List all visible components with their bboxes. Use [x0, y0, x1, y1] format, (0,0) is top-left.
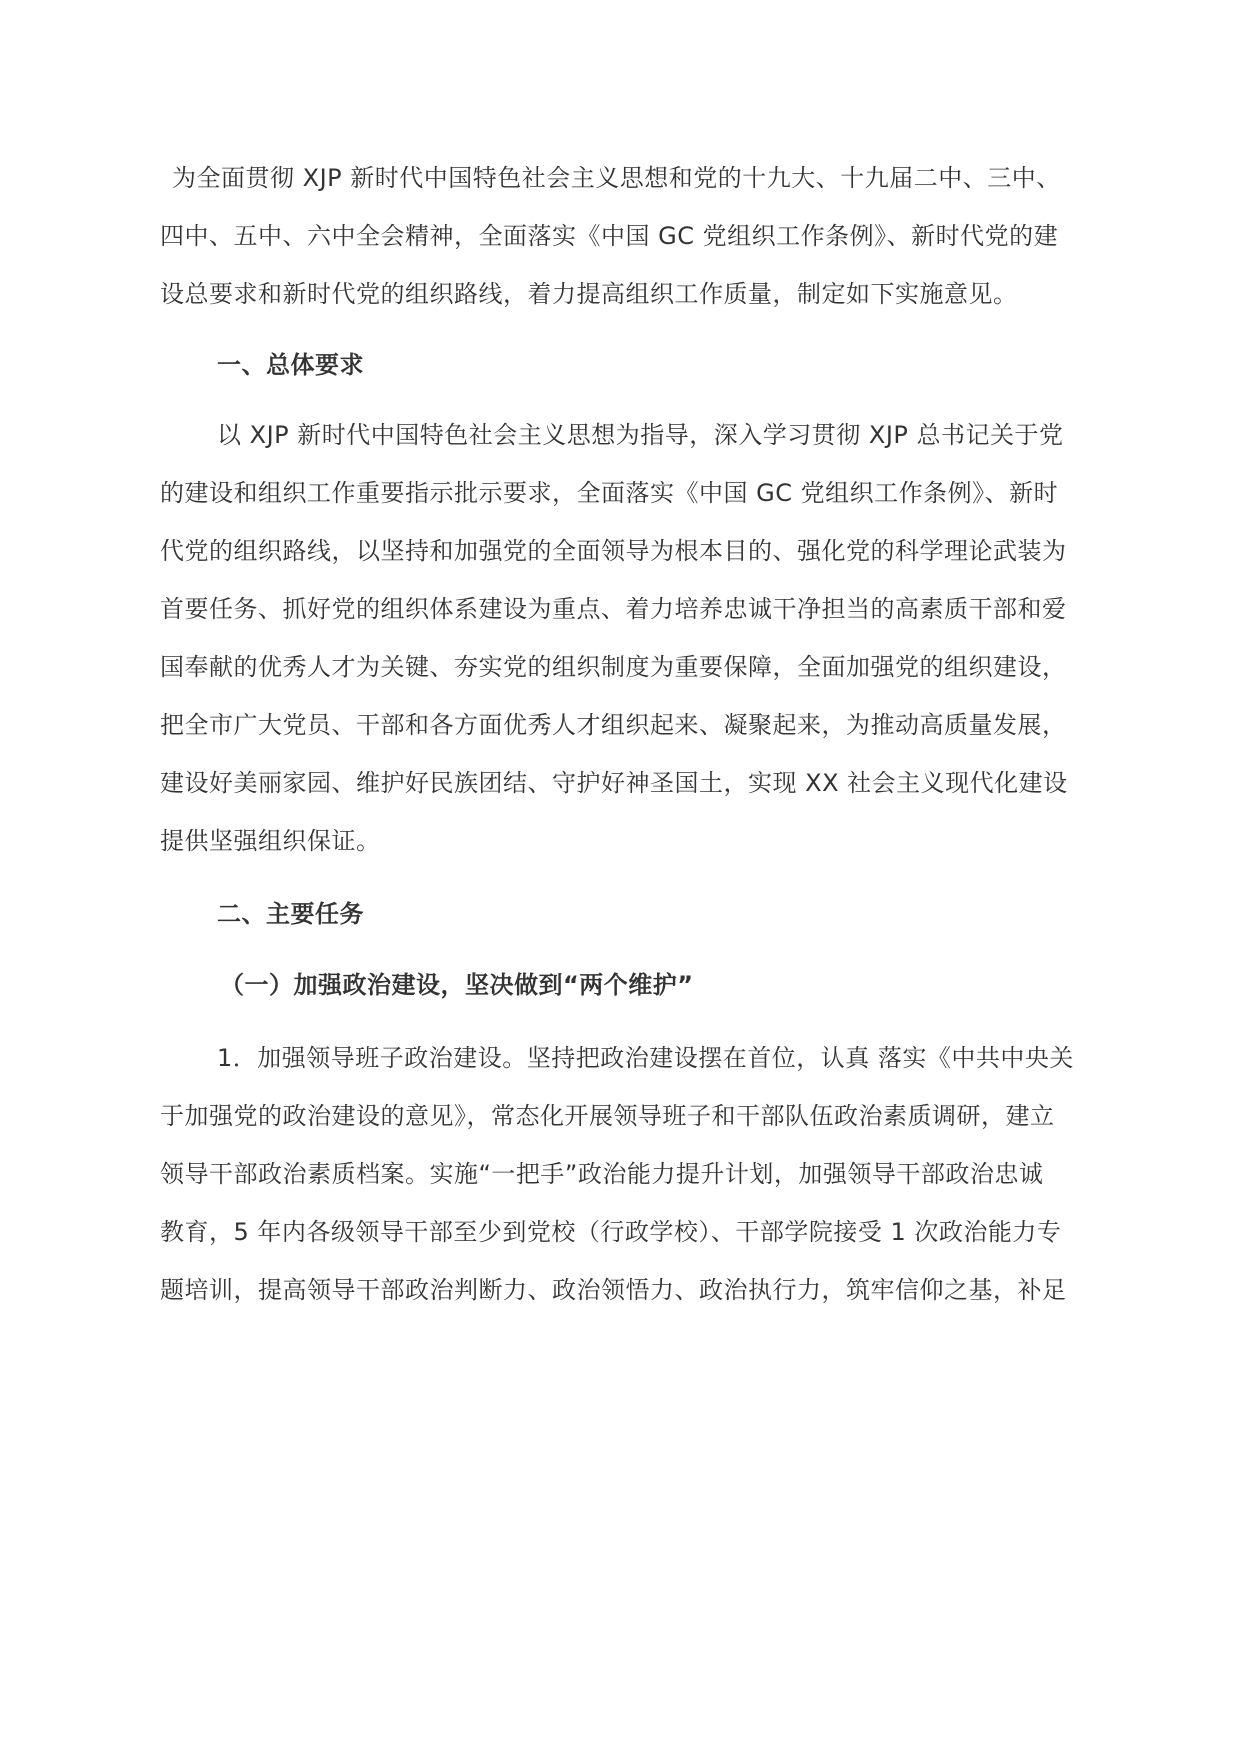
subsection-heading-political-construction: （一）加强政治建设，坚决做到“两个维护”	[220, 971, 694, 999]
section1-line-5: 国奉献的优秀人才为关键、夯实党的组织制度为重要保障，全面加强党的组织建设，	[160, 653, 1067, 681]
section1-line-7: 建设好美丽家园、维护好民族团结、守护好神圣国土，实现 XX 社会主义现代化建设	[160, 769, 1068, 797]
section1-line-6: 把全市广大党员、干部和各方面优秀人才组织起来、凝聚起来，为推动高质量发展，	[160, 711, 1067, 739]
intro-line-1: 为全面贯彻 XJP 新时代中国特色社会主义思想和党的十九大、十九届二中、三中、	[172, 164, 1061, 192]
section1-line-8: 提供坚强组织保证。	[160, 827, 381, 855]
intro-line-2: 四中、五中、六中全会精神，全面落实《中国 GC 党组织工作条例》、新时代党的建	[160, 222, 1059, 250]
section1-line-3: 代党的组织路线，以坚持和加强党的全面领导为根本目的、强化党的科学理论武装为	[160, 537, 1067, 565]
section2-line-2: 于加强党的政治建设的意见》，常态化开展领导班子和干部队伍政治素质调研，建立	[160, 1102, 1055, 1130]
section-heading-general-requirements: 一、总体要求	[217, 351, 364, 379]
section2-line-4: 教育，5 年内各级领导干部至少到党校（行政学校）、干部学院接受 1 次政治能力专	[160, 1218, 1062, 1246]
section2-line-1: 1．加强领导班子政治建设。坚持把政治建设摆在首位，认真 落实《中共中央关	[217, 1044, 1074, 1072]
intro-line-3: 设总要求和新时代党的组织路线，着力提高组织工作质量，制定如下实施意见。	[160, 280, 1018, 308]
section1-line-1: 以 XJP 新时代中国特色社会主义思想为指导，深入学习贯彻 XJP 总书记关于党	[217, 421, 1064, 449]
section-heading-main-tasks: 二、主要任务	[217, 900, 364, 928]
section1-line-2: 的建设和组织工作重要指示批示要求，全面落实《中国 GC 党组织工作条例》、新时	[160, 479, 1059, 507]
section2-line-3: 领导干部政治素质档案。实施“一把手”政治能力提升计划，加强领导干部政治忠诚	[160, 1160, 1044, 1188]
section1-line-4: 首要任务、抓好党的组织体系建设为重点、着力培养忠诚干净担当的高素质干部和爱	[160, 595, 1067, 623]
section2-line-5: 题培训，提高领导干部政治判断力、政治领悟力、政治执行力，筑牢信仰之基，补足	[160, 1276, 1067, 1304]
